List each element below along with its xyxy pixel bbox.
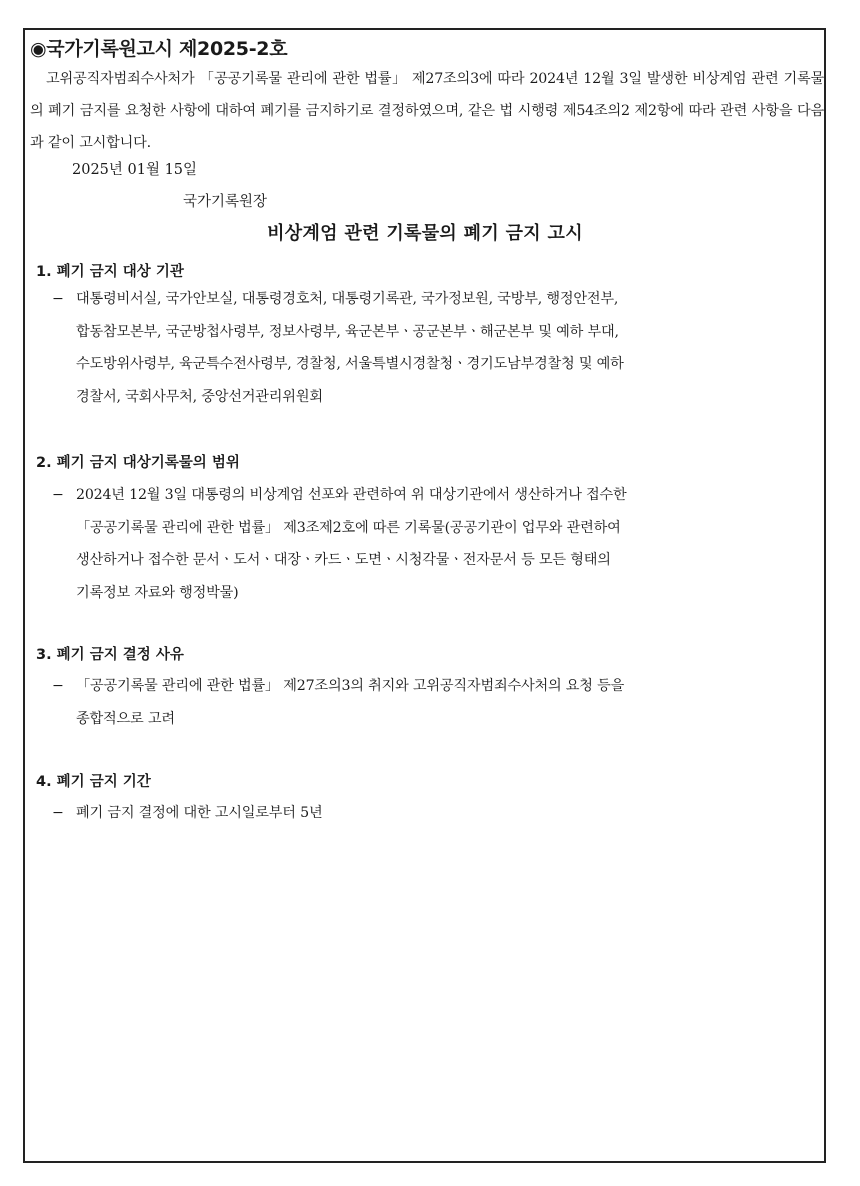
section-heading-1: 1. 폐기 금지 대상 기관	[36, 264, 184, 280]
section-item-3	[52, 670, 792, 735]
item-line: 수도방위사령부, 육군특수전사령부, 경찰청, 서울특별시경찰청ㆍ경기도남부경찰청 및 예하	[76, 356, 624, 372]
item-line: 대통령비서실, 국가안보실, 대통령경호처, 대통령기록관, 국가정보원, 국방부, 행정안전부,	[76, 291, 619, 307]
notice-number: ◉국가기록원고시 제2025-2호	[30, 38, 288, 60]
section-heading-2: 2. 폐기 금지 대상기록물의 범위	[36, 455, 240, 471]
section-heading-3: 3. 폐기 금지 결정 사유	[36, 647, 184, 663]
dash-marker: −	[52, 805, 64, 821]
item-line: 2024년 12월 3일 대통령의 비상계엄 선포와 관련하여 위 대상기관에서 생산하거나 접수한	[76, 487, 627, 503]
item-line: 종합적으로 고려	[76, 710, 175, 727]
section-item-1	[52, 283, 792, 413]
issuer: 국가기록원장	[183, 194, 268, 210]
notice-date: 2025년 01월 15일	[72, 162, 198, 178]
dash-marker: −	[52, 678, 64, 694]
section-item-2	[52, 479, 792, 609]
item-line: 폐기 금지 결정에 대한 고시일로부터 5년	[76, 805, 323, 821]
item-line: 「공공기록물 관리에 관한 법률」 제27조의3의 취지와 고위공직자범죄수사처의 요청 등을	[76, 678, 625, 694]
item-line: 기록정보 자료와 행정박물)	[76, 584, 239, 601]
item-line: 경찰서, 국회사무처, 중앙선거관리위원회	[76, 388, 323, 405]
section-item-4	[52, 797, 792, 830]
item-line: 「공공기록물 관리에 관한 법률」 제3조제2호에 따른 기록물(공공기관이 업무와 관련하여	[76, 519, 621, 536]
section-heading-4: 4. 폐기 금지 기간	[36, 774, 151, 790]
item-line: 생산하거나 접수한 문서ㆍ도서ㆍ대장ㆍ카드ㆍ도면ㆍ시청각물ㆍ전자문서 등 모든 형태의	[76, 552, 611, 568]
item-line: 합동참모본부, 국군방첩사령부, 정보사령부, 육군본부ㆍ공군본부ㆍ해군본부 및 예하 부대,	[76, 323, 619, 340]
notice-title: 비상계엄 관련 기록물의 폐기 금지 고시	[267, 223, 583, 244]
dash-marker: −	[52, 487, 64, 503]
dash-marker: −	[52, 291, 64, 307]
intro-paragraph: 고위공직자범죄수사처가 「공공기록물 관리에 관한 법률」 제27조의3에 따라 2024년 12월 3일 발생한 비상계엄 관련 기록물의 폐기 금지를 요청한 사항에 대하여 폐기를 금지하기로 결정하였으며, 같은 법 시행령 제54조의2 제2항에 따라 관련 사항을 다음과 같이 고시합니다.	[30, 71, 824, 151]
